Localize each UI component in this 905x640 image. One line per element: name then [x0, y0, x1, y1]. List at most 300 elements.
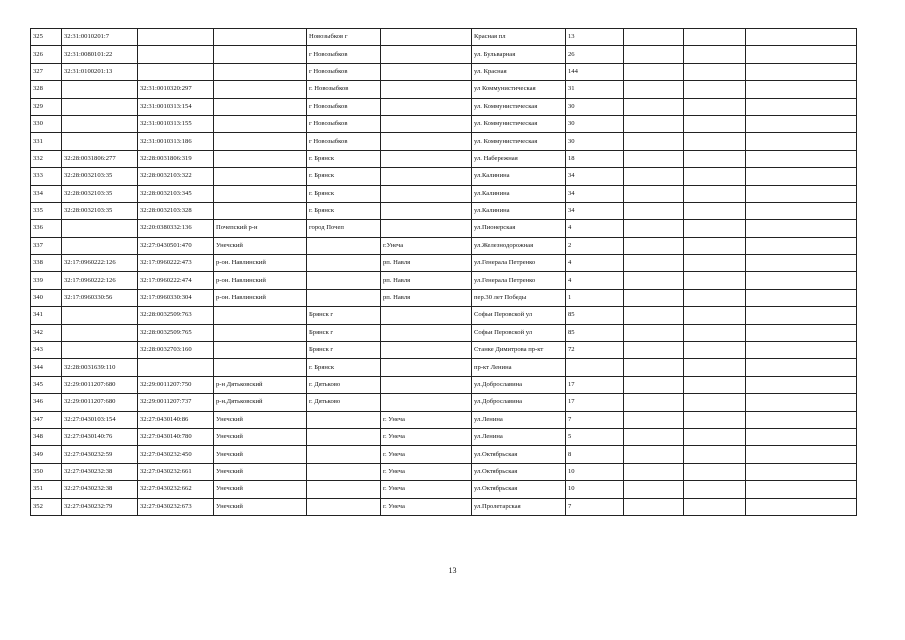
- cell-extra-col-1: [624, 220, 684, 237]
- cell-street: ул.Калинина: [472, 168, 566, 185]
- cell-object-cadastral-number: [138, 29, 214, 46]
- cell-house-number: 144: [566, 63, 624, 80]
- cell-extra-col-3: [746, 220, 857, 237]
- cell-object-cadastral-number: 32:28:0032509:765: [138, 324, 214, 341]
- cell-row-number: 329: [31, 98, 62, 115]
- cell-house-number: 1: [566, 289, 624, 306]
- cell-street: ул.Калинина: [472, 202, 566, 219]
- cell-town: [381, 115, 472, 132]
- cell-city: [307, 237, 381, 254]
- cell-district: р-он. Навлинский: [214, 289, 307, 306]
- cell-town: [381, 394, 472, 411]
- cell-city: [307, 498, 381, 515]
- cell-cadastral-number: 32:29:0011207:680: [62, 394, 138, 411]
- cell-district: [214, 324, 307, 341]
- cell-town: [381, 220, 472, 237]
- cell-district: р-н Дятьковский: [214, 376, 307, 393]
- cell-extra-col-3: [746, 150, 857, 167]
- cell-row-number: 346: [31, 394, 62, 411]
- cell-object-cadastral-number: 32:28:0032103:322: [138, 168, 214, 185]
- cell-extra-col-2: [684, 98, 746, 115]
- cell-object-cadastral-number: [138, 63, 214, 80]
- table-row: [31, 133, 857, 150]
- cell-row-number: 327: [31, 63, 62, 80]
- cell-cadastral-number: [62, 324, 138, 341]
- cell-house-number: 13: [566, 29, 624, 46]
- cell-district: р-он. Навлинский: [214, 272, 307, 289]
- cell-town: [381, 63, 472, 80]
- cell-district: [214, 115, 307, 132]
- cell-town: рп. Навля: [381, 255, 472, 272]
- cell-extra-col-3: [746, 63, 857, 80]
- cell-cadastral-number: 32:17:0960330:56: [62, 289, 138, 306]
- cell-cadastral-number: [62, 133, 138, 150]
- cell-town: [381, 168, 472, 185]
- cell-house-number: 17: [566, 394, 624, 411]
- cell-city: Брянск г: [307, 342, 381, 359]
- table-row: [31, 63, 857, 80]
- cell-extra-col-1: [624, 394, 684, 411]
- cell-extra-col-3: [746, 168, 857, 185]
- cell-extra-col-3: [746, 342, 857, 359]
- cell-district: р-он. Навлинский: [214, 255, 307, 272]
- cell-object-cadastral-number: 32:31:0010313:155: [138, 115, 214, 132]
- cell-cadastral-number: 32:28:0031806:277: [62, 150, 138, 167]
- cell-street: ул.Калинина: [472, 185, 566, 202]
- cell-extra-col-3: [746, 255, 857, 272]
- table-row: [31, 307, 857, 324]
- cell-district: [214, 185, 307, 202]
- cell-extra-col-3: [746, 324, 857, 341]
- cell-town: г. Унеча: [381, 463, 472, 480]
- cell-row-number: 328: [31, 81, 62, 98]
- cell-street: ул. Коммунистическая: [472, 133, 566, 150]
- cell-extra-col-2: [684, 46, 746, 63]
- cell-object-cadastral-number: 32:20:0380332:136: [138, 220, 214, 237]
- cell-extra-col-1: [624, 446, 684, 463]
- cell-extra-col-1: [624, 237, 684, 254]
- table-row: [31, 237, 857, 254]
- cell-extra-col-3: [746, 446, 857, 463]
- cell-extra-col-2: [684, 133, 746, 150]
- cell-city: г Новозыбков: [307, 46, 381, 63]
- cell-cadastral-number: 32:27:0430140:76: [62, 428, 138, 445]
- cell-street: ул. Набережная: [472, 150, 566, 167]
- table-row: [31, 272, 857, 289]
- cell-district: Унечский: [214, 446, 307, 463]
- cell-house-number: 7: [566, 411, 624, 428]
- table-row: [31, 202, 857, 219]
- cell-extra-col-2: [684, 255, 746, 272]
- cell-house-number: 31: [566, 81, 624, 98]
- cell-town: [381, 342, 472, 359]
- cell-row-number: 345: [31, 376, 62, 393]
- cell-object-cadastral-number: 32:29:0011207:737: [138, 394, 214, 411]
- table-row: [31, 376, 857, 393]
- cell-cadastral-number: [62, 237, 138, 254]
- cell-extra-col-3: [746, 81, 857, 98]
- cell-city: г. Брянск: [307, 185, 381, 202]
- cell-district: [214, 150, 307, 167]
- cell-cadastral-number: 32:17:0960222:126: [62, 255, 138, 272]
- cell-town: рп. Навля: [381, 289, 472, 306]
- cell-extra-col-2: [684, 185, 746, 202]
- cell-object-cadastral-number: [138, 359, 214, 376]
- table-row: [31, 81, 857, 98]
- cell-object-cadastral-number: 32:28:0032509:763: [138, 307, 214, 324]
- cell-cadastral-number: 32:27:0430232:38: [62, 463, 138, 480]
- cell-object-cadastral-number: 32:31:0010313:186: [138, 133, 214, 150]
- cell-street: Станке Димитрова пр-кт: [472, 342, 566, 359]
- cell-object-cadastral-number: 32:27:0430232:673: [138, 498, 214, 515]
- cell-object-cadastral-number: 32:31:0010313:154: [138, 98, 214, 115]
- cell-district: Унечский: [214, 428, 307, 445]
- cell-row-number: 339: [31, 272, 62, 289]
- cell-street: ул. Коммунистическая: [472, 115, 566, 132]
- cell-row-number: 341: [31, 307, 62, 324]
- cell-row-number: 343: [31, 342, 62, 359]
- cell-district: [214, 359, 307, 376]
- cell-extra-col-1: [624, 324, 684, 341]
- cell-row-number: 340: [31, 289, 62, 306]
- cell-object-cadastral-number: 32:28:0032103:345: [138, 185, 214, 202]
- cell-extra-col-3: [746, 428, 857, 445]
- cell-district: [214, 46, 307, 63]
- cell-extra-col-1: [624, 202, 684, 219]
- cell-district: Унечский: [214, 237, 307, 254]
- cell-row-number: 337: [31, 237, 62, 254]
- cell-cadastral-number: 32:31:0100201:13: [62, 63, 138, 80]
- cell-extra-col-1: [624, 289, 684, 306]
- cell-extra-col-2: [684, 150, 746, 167]
- cell-house-number: 34: [566, 185, 624, 202]
- cell-city: Новозыбков г: [307, 29, 381, 46]
- cell-row-number: 352: [31, 498, 62, 515]
- cell-extra-col-1: [624, 46, 684, 63]
- cell-extra-col-1: [624, 498, 684, 515]
- cell-house-number: 2: [566, 237, 624, 254]
- cell-extra-col-1: [624, 150, 684, 167]
- cell-object-cadastral-number: 32:27:0430140:780: [138, 428, 214, 445]
- cell-city: [307, 272, 381, 289]
- cell-street: ул.Генерала Петренко: [472, 272, 566, 289]
- cell-extra-col-1: [624, 98, 684, 115]
- cell-extra-col-3: [746, 115, 857, 132]
- cell-cadastral-number: [62, 115, 138, 132]
- cell-house-number: 4: [566, 220, 624, 237]
- cell-city: г. Дятьково: [307, 376, 381, 393]
- cell-object-cadastral-number: 32:27:0430140:86: [138, 411, 214, 428]
- cell-row-number: 331: [31, 133, 62, 150]
- cell-extra-col-3: [746, 237, 857, 254]
- cell-house-number: 30: [566, 98, 624, 115]
- cell-street: Софьи Перовской ул: [472, 324, 566, 341]
- cell-row-number: 333: [31, 168, 62, 185]
- cell-house-number: 72: [566, 342, 624, 359]
- cell-district: [214, 29, 307, 46]
- cell-house-number: 34: [566, 168, 624, 185]
- cell-extra-col-1: [624, 411, 684, 428]
- cell-street: ул.Октябрьская: [472, 481, 566, 498]
- cell-town: рп. Навля: [381, 272, 472, 289]
- cell-extra-col-2: [684, 115, 746, 132]
- cell-extra-col-3: [746, 376, 857, 393]
- cell-extra-col-3: [746, 498, 857, 515]
- cell-extra-col-2: [684, 428, 746, 445]
- cell-extra-col-1: [624, 168, 684, 185]
- cell-object-cadastral-number: 32:17:0960330:304: [138, 289, 214, 306]
- cell-cadastral-number: 32:28:0031639:110: [62, 359, 138, 376]
- table-row: [31, 359, 857, 376]
- cell-house-number: 4: [566, 272, 624, 289]
- cell-city: Брянск г: [307, 324, 381, 341]
- cell-district: [214, 133, 307, 150]
- cell-extra-col-3: [746, 133, 857, 150]
- cell-house-number: [566, 359, 624, 376]
- cell-street: ул.Пионерская: [472, 220, 566, 237]
- cell-city: г. Брянск: [307, 150, 381, 167]
- table-row: [31, 446, 857, 463]
- cell-district: Унечский: [214, 481, 307, 498]
- cell-extra-col-1: [624, 481, 684, 498]
- cell-town: [381, 202, 472, 219]
- cell-street: ул.Доброславина: [472, 394, 566, 411]
- cell-town: [381, 324, 472, 341]
- cell-house-number: 34: [566, 202, 624, 219]
- cell-town: г. Унеча: [381, 481, 472, 498]
- cell-cadastral-number: 32:27:0430232:59: [62, 446, 138, 463]
- cell-town: [381, 133, 472, 150]
- cell-row-number: 332: [31, 150, 62, 167]
- cell-town: [381, 376, 472, 393]
- cell-town: г. Унеча: [381, 446, 472, 463]
- cell-district: [214, 63, 307, 80]
- cell-town: [381, 29, 472, 46]
- cell-row-number: 334: [31, 185, 62, 202]
- cell-street: ул.Октябрьская: [472, 446, 566, 463]
- cell-extra-col-1: [624, 359, 684, 376]
- cell-extra-col-2: [684, 289, 746, 306]
- cell-extra-col-2: [684, 481, 746, 498]
- cell-extra-col-3: [746, 272, 857, 289]
- cell-city: [307, 463, 381, 480]
- cell-extra-col-1: [624, 255, 684, 272]
- cell-extra-col-3: [746, 29, 857, 46]
- cell-cadastral-number: [62, 81, 138, 98]
- table-row: [31, 394, 857, 411]
- cell-city: г Новозыбков: [307, 98, 381, 115]
- cell-extra-col-3: [746, 289, 857, 306]
- cell-extra-col-3: [746, 185, 857, 202]
- cell-cadastral-number: [62, 220, 138, 237]
- cell-object-cadastral-number: 32:27:0430232:661: [138, 463, 214, 480]
- cell-city: г. Брянск: [307, 202, 381, 219]
- cell-extra-col-2: [684, 463, 746, 480]
- cell-town: [381, 307, 472, 324]
- cell-extra-col-2: [684, 394, 746, 411]
- table-row: [31, 255, 857, 272]
- cell-extra-col-3: [746, 463, 857, 480]
- cell-city: г. Новозыбков: [307, 81, 381, 98]
- cell-extra-col-2: [684, 29, 746, 46]
- cell-town: [381, 98, 472, 115]
- cell-house-number: 30: [566, 115, 624, 132]
- cell-extra-col-2: [684, 272, 746, 289]
- cell-house-number: 17: [566, 376, 624, 393]
- cell-city: [307, 446, 381, 463]
- cell-extra-col-2: [684, 202, 746, 219]
- cell-town: [381, 46, 472, 63]
- cell-row-number: 330: [31, 115, 62, 132]
- cell-extra-col-2: [684, 359, 746, 376]
- table-row: [31, 46, 857, 63]
- cell-object-cadastral-number: 32:28:0032703:160: [138, 342, 214, 359]
- cell-street: ул.Железнодорожная: [472, 237, 566, 254]
- cell-district: [214, 81, 307, 98]
- cell-cadastral-number: [62, 98, 138, 115]
- cell-city: г. Брянск: [307, 359, 381, 376]
- cell-cadastral-number: 32:28:0032103:35: [62, 202, 138, 219]
- cell-house-number: 18: [566, 150, 624, 167]
- cell-town: [381, 150, 472, 167]
- cell-object-cadastral-number: 32:28:0032103:328: [138, 202, 214, 219]
- cell-street: ул. Коммунистическая: [472, 98, 566, 115]
- cell-street: Красная пл: [472, 29, 566, 46]
- cell-extra-col-1: [624, 133, 684, 150]
- cell-town: г. Унеча: [381, 498, 472, 515]
- cell-row-number: 351: [31, 481, 62, 498]
- table-row: [31, 168, 857, 185]
- cell-city: [307, 428, 381, 445]
- cell-house-number: 85: [566, 324, 624, 341]
- cell-row-number: 347: [31, 411, 62, 428]
- cell-city: Брянск г: [307, 307, 381, 324]
- table-row: [31, 428, 857, 445]
- table-row: [31, 463, 857, 480]
- cell-cadastral-number: 32:31:0010201:7: [62, 29, 138, 46]
- cell-district: Унечский: [214, 463, 307, 480]
- cell-extra-col-2: [684, 446, 746, 463]
- cell-house-number: 8: [566, 446, 624, 463]
- cell-house-number: 26: [566, 46, 624, 63]
- table-row: [31, 185, 857, 202]
- cell-extra-col-1: [624, 29, 684, 46]
- cell-city: г Новозыбков: [307, 115, 381, 132]
- cell-city: [307, 411, 381, 428]
- cell-district: Унечский: [214, 411, 307, 428]
- cell-cadastral-number: 32:27:0430103:154: [62, 411, 138, 428]
- cell-row-number: 325: [31, 29, 62, 46]
- cell-city: г Новозыбков: [307, 63, 381, 80]
- cell-cadastral-number: 32:28:0032103:35: [62, 168, 138, 185]
- table-row: [31, 115, 857, 132]
- cell-row-number: 344: [31, 359, 62, 376]
- cell-row-number: 338: [31, 255, 62, 272]
- cell-street: ул.Ленина: [472, 428, 566, 445]
- cell-extra-col-3: [746, 481, 857, 498]
- cell-city: г Новозыбков: [307, 133, 381, 150]
- cell-town: г. Унеча: [381, 428, 472, 445]
- table-row: [31, 498, 857, 515]
- cell-extra-col-2: [684, 63, 746, 80]
- cell-extra-col-2: [684, 237, 746, 254]
- cell-district: [214, 202, 307, 219]
- registry-table: [30, 28, 857, 516]
- cell-town: г. Унеча: [381, 411, 472, 428]
- cell-cadastral-number: 32:27:0430232:79: [62, 498, 138, 515]
- cell-extra-col-1: [624, 81, 684, 98]
- cell-extra-col-1: [624, 463, 684, 480]
- cell-extra-col-2: [684, 376, 746, 393]
- table-row: [31, 150, 857, 167]
- cell-cadastral-number: [62, 342, 138, 359]
- cell-object-cadastral-number: 32:29:0011207:750: [138, 376, 214, 393]
- cell-town: г.Унеча: [381, 237, 472, 254]
- cell-district: [214, 307, 307, 324]
- cell-object-cadastral-number: 32:28:0031806:319: [138, 150, 214, 167]
- cell-street: Софьи Перовской ул: [472, 307, 566, 324]
- cell-street: пер.30 лет Победы: [472, 289, 566, 306]
- cell-street: ул. Красная: [472, 63, 566, 80]
- cell-cadastral-number: 32:31:0080101:22: [62, 46, 138, 63]
- cell-extra-col-2: [684, 307, 746, 324]
- cell-extra-col-2: [684, 81, 746, 98]
- cell-row-number: 336: [31, 220, 62, 237]
- cell-house-number: 10: [566, 481, 624, 498]
- cell-cadastral-number: 32:29:0011207:680: [62, 376, 138, 393]
- cell-row-number: 326: [31, 46, 62, 63]
- cell-object-cadastral-number: 32:27:0430501:470: [138, 237, 214, 254]
- cell-cadastral-number: 32:17:0960222:126: [62, 272, 138, 289]
- cell-city: город Почеп: [307, 220, 381, 237]
- cell-city: г. Брянск: [307, 168, 381, 185]
- cell-row-number: 349: [31, 446, 62, 463]
- cell-street: ул.Генерала Петренко: [472, 255, 566, 272]
- cell-object-cadastral-number: 32:17:0960222:473: [138, 255, 214, 272]
- cell-district: [214, 98, 307, 115]
- cell-city: г. Дятьково: [307, 394, 381, 411]
- cell-row-number: 335: [31, 202, 62, 219]
- cell-street: ул. Бульварная: [472, 46, 566, 63]
- cell-extra-col-1: [624, 185, 684, 202]
- cell-extra-col-1: [624, 63, 684, 80]
- cell-extra-col-2: [684, 324, 746, 341]
- cell-house-number: 85: [566, 307, 624, 324]
- cell-house-number: 10: [566, 463, 624, 480]
- cell-row-number: 342: [31, 324, 62, 341]
- table-row: [31, 98, 857, 115]
- cell-district: [214, 168, 307, 185]
- cell-extra-col-2: [684, 220, 746, 237]
- cell-object-cadastral-number: 32:17:0960222:474: [138, 272, 214, 289]
- cell-row-number: 350: [31, 463, 62, 480]
- cell-street: ул.Пролетарская: [472, 498, 566, 515]
- cell-cadastral-number: 32:27:0430232:38: [62, 481, 138, 498]
- cell-extra-col-2: [684, 168, 746, 185]
- cell-district: Почепский р-н: [214, 220, 307, 237]
- cell-extra-col-3: [746, 359, 857, 376]
- cell-object-cadastral-number: [138, 46, 214, 63]
- cell-extra-col-1: [624, 307, 684, 324]
- table-row: [31, 481, 857, 498]
- cell-extra-col-2: [684, 498, 746, 515]
- cell-cadastral-number: [62, 307, 138, 324]
- cell-object-cadastral-number: 32:31:0010320:297: [138, 81, 214, 98]
- cell-extra-col-3: [746, 46, 857, 63]
- cell-street: ул.Ленина: [472, 411, 566, 428]
- table-row: [31, 29, 857, 46]
- cell-extra-col-2: [684, 411, 746, 428]
